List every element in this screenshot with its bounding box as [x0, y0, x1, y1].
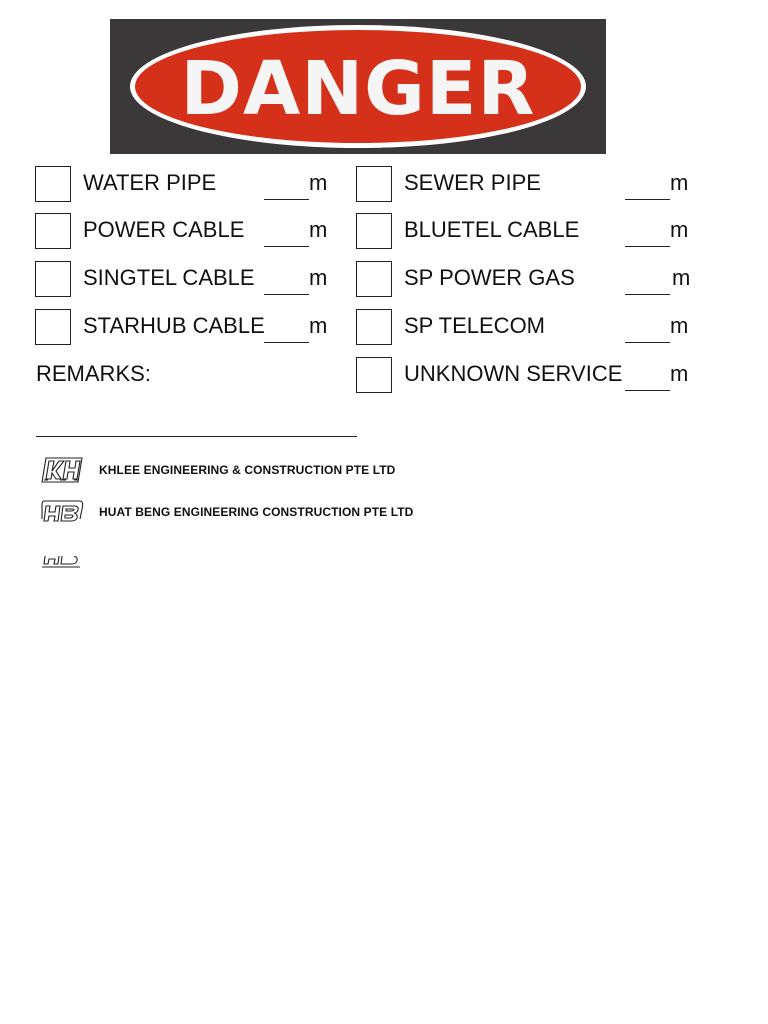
power-cable-checkbox[interactable] — [35, 213, 71, 249]
distance-blank[interactable] — [264, 246, 309, 247]
bluetel-cable-checkbox[interactable] — [356, 213, 392, 249]
distance-blank[interactable] — [625, 199, 670, 200]
unit-label: m — [309, 313, 328, 338]
service-row-sp-telecom — [356, 309, 696, 347]
service-label: POWER CABLE — [83, 217, 245, 242]
distance-blank[interactable] — [264, 342, 309, 343]
distance-blank[interactable] — [625, 294, 670, 295]
service-label: SP TELECOM — [404, 313, 546, 338]
unit-label: m — [309, 170, 328, 195]
company-row-huat-beng — [40, 497, 440, 527]
service-label: SINGTEL CABLE — [83, 265, 255, 290]
company-row-khlee — [40, 455, 440, 485]
sewer-pipe-checkbox[interactable] — [356, 166, 392, 202]
danger-sign — [110, 19, 606, 154]
unit-label: m — [670, 361, 689, 386]
unit-label: m — [309, 265, 328, 290]
unknown-service-checkbox[interactable] — [356, 357, 392, 393]
unit-label: m — [670, 217, 689, 242]
service-label: WATER PIPE — [83, 170, 217, 195]
partial-logo-icon — [40, 556, 84, 570]
service-label: SP POWER GAS — [404, 265, 575, 290]
service-row-unknown-service — [356, 357, 696, 395]
service-row-bluetel-cable — [356, 213, 696, 251]
danger-title: DANGER — [180, 45, 536, 132]
sp-telecom-checkbox[interactable] — [356, 309, 392, 345]
distance-blank[interactable] — [625, 342, 670, 343]
starhub-cable-checkbox[interactable] — [35, 309, 71, 345]
distance-blank[interactable] — [264, 199, 309, 200]
distance-blank[interactable] — [264, 294, 309, 295]
kh-logo-icon — [40, 455, 84, 485]
danger-oval-fill — [135, 30, 581, 143]
service-row-singtel-cable — [35, 261, 335, 299]
service-row-water-pipe — [35, 166, 335, 204]
service-label: UNKNOWN SERVICE — [404, 361, 623, 386]
service-row-starhub-cable — [35, 309, 335, 347]
company-name: HUAT BENG ENGINEERING CONSTRUCTION PTE LTD — [99, 505, 414, 519]
service-label: SEWER PIPE — [404, 170, 541, 195]
company-name: KHLEE ENGINEERING & CONSTRUCTION PTE LTD — [99, 463, 396, 477]
service-row-sewer-pipe — [356, 166, 696, 204]
remarks-field[interactable] — [36, 436, 357, 437]
unit-label: m — [672, 265, 691, 290]
danger-oval — [130, 25, 586, 148]
sp-power-gas-checkbox[interactable] — [356, 261, 392, 297]
service-row-power-cable — [35, 213, 335, 251]
unit-label: m — [670, 170, 689, 195]
unit-label: m — [309, 217, 328, 242]
unit-label: m — [670, 313, 689, 338]
distance-blank[interactable] — [625, 390, 670, 391]
distance-blank[interactable] — [625, 246, 670, 247]
singtel-cable-checkbox[interactable] — [35, 261, 71, 297]
service-label: STARHUB CABLE — [83, 313, 265, 338]
hb-logo-icon — [40, 497, 84, 527]
water-pipe-checkbox[interactable] — [35, 166, 71, 202]
remarks-label: REMARKS: — [36, 361, 151, 386]
service-label: BLUETEL CABLE — [404, 217, 580, 242]
service-row-sp-power-gas — [356, 261, 696, 299]
